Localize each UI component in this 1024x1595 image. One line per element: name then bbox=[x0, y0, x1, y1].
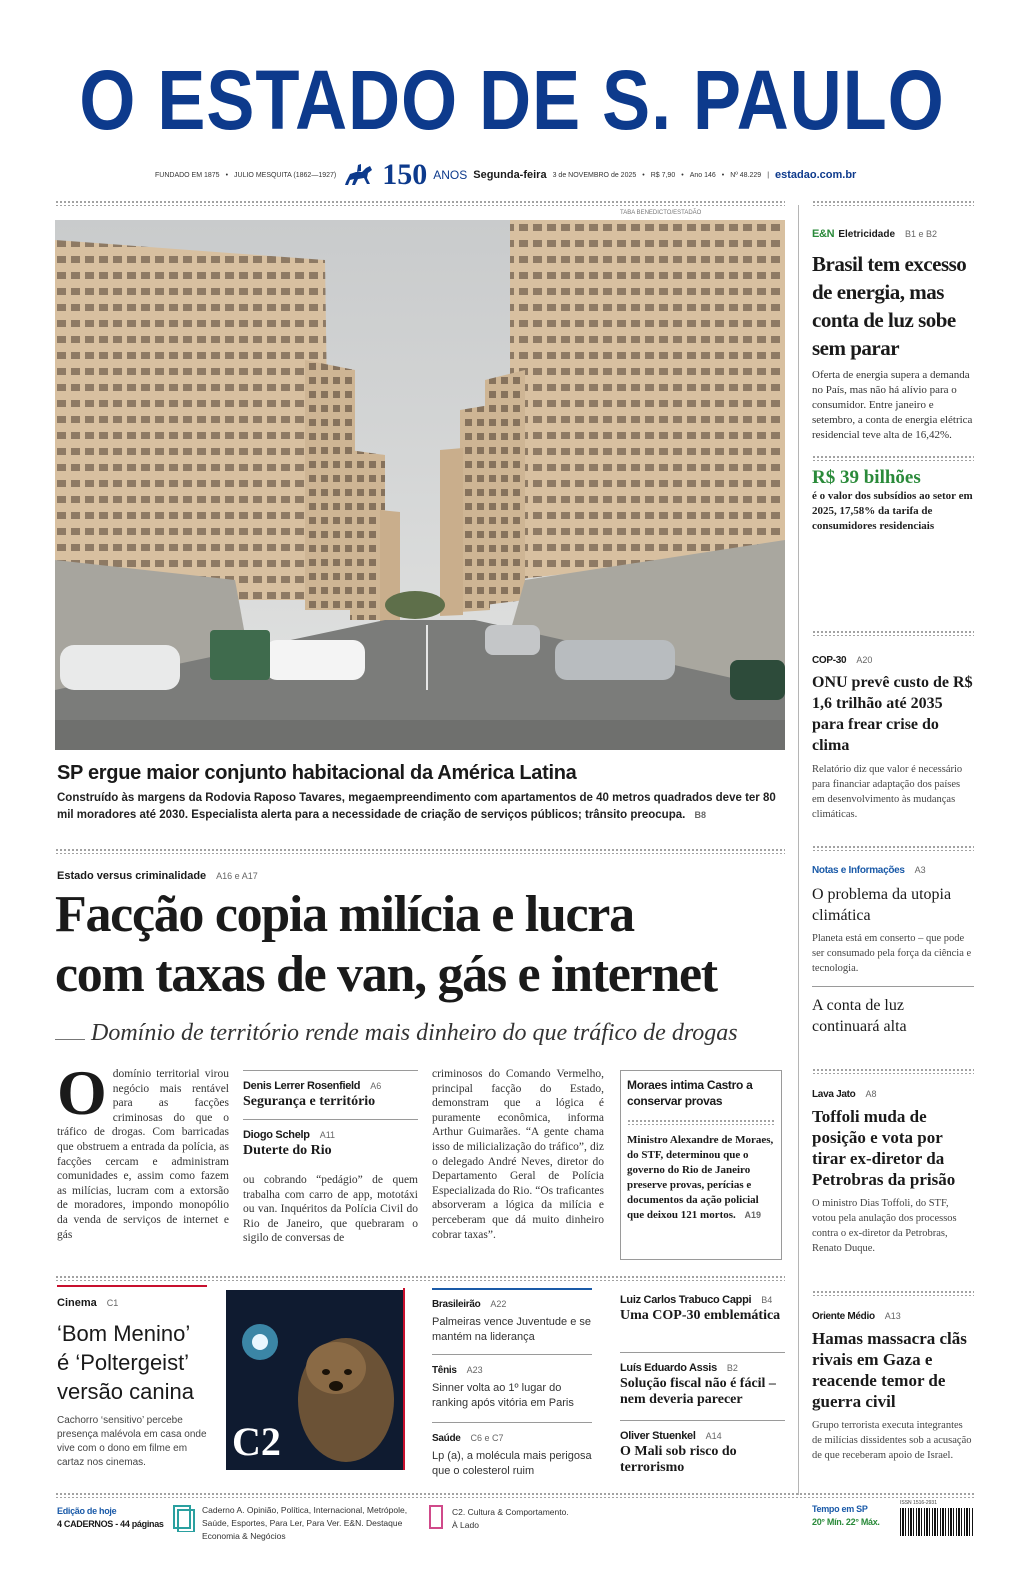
column-rule bbox=[798, 205, 799, 1495]
horse-rider-logo-icon bbox=[342, 162, 376, 188]
columnist-ref: A14 bbox=[705, 1431, 722, 1441]
middleeast-text: Grupo terrorista executa integrantes de milícias dissidentes sob a acusação de que receberam apoio de Israel. bbox=[812, 1420, 972, 1461]
divider bbox=[812, 200, 974, 206]
cop-ref: A20 bbox=[856, 655, 873, 665]
columnist-title: Solução fiscal não é fácil – nem deveria parecer bbox=[620, 1376, 776, 1407]
sidebar-lavajato[interactable] bbox=[812, 1084, 974, 1256]
barcode-bars bbox=[900, 1508, 974, 1536]
energy-text: Oferta de energia supera a demanda no País, mas não há alívio para o consumidor. Entre janeiro e setembro, a conta de energia elétrica residencial teve alta de 16,42%. bbox=[812, 369, 973, 441]
columnist-title: Segurança e território bbox=[243, 1094, 376, 1109]
moraes-headline: Moraes intima Castro a conservar provas bbox=[627, 1078, 753, 1108]
lead-deck bbox=[57, 790, 782, 824]
main-col-1 bbox=[57, 1067, 229, 1262]
brief-ref: C6 e C7 bbox=[470, 1433, 504, 1443]
price: R$ 7,90 bbox=[650, 171, 676, 179]
columnist-name: Diogo Schelp bbox=[243, 1129, 310, 1141]
brief-kicker: Brasileirão bbox=[432, 1299, 481, 1310]
date: 3 de NOVEMBRO de 2025 bbox=[552, 171, 637, 179]
weather-info bbox=[812, 1504, 892, 1527]
section-a-icon bbox=[172, 1504, 196, 1532]
divider bbox=[55, 200, 785, 206]
anniversary-number: 150 bbox=[382, 158, 428, 191]
energy-figure: R$ 39 bilhões bbox=[812, 467, 921, 488]
lead-headline[interactable]: SP ergue maior conjunto habitacional da América Latina bbox=[57, 762, 577, 784]
cinema-photo bbox=[226, 1290, 403, 1470]
issn-text: ISSN 1516-2931 bbox=[900, 1500, 937, 1506]
edition-info bbox=[57, 1506, 167, 1529]
founder-text: JULIO MESQUITA (1862—1927) bbox=[234, 171, 337, 179]
brief-kicker: Saúde bbox=[432, 1433, 461, 1444]
main-headline-line1: Facção copia milícia e lucra bbox=[55, 886, 634, 943]
cop-headline: ONU prevê custo de R$ 1,6 trilhão até 2035 para frear crise do clima bbox=[812, 674, 973, 754]
main-headline[interactable] bbox=[55, 885, 790, 1005]
notes-text-1: Planeta está em conserto – que pode ser consumado pela força da ciência e tecnologia. bbox=[812, 933, 972, 974]
main-deck-text: Domínio de território rende mais dinheiro do que tráfico de drogas bbox=[91, 1020, 738, 1046]
section-c2-icon bbox=[428, 1504, 446, 1532]
site-url[interactable]: estadao.com.br bbox=[775, 169, 857, 181]
columnist-item[interactable] bbox=[243, 1076, 418, 1110]
main-kicker: Estado versus criminalidade bbox=[57, 870, 207, 882]
cop-kicker: COP-30 bbox=[812, 655, 847, 666]
columnist-ref: B2 bbox=[726, 1363, 738, 1373]
photo-credit: TABA BENEDICTO/ESTADÃO bbox=[620, 210, 702, 216]
lead-ref: B8 bbox=[694, 810, 707, 820]
columnist-ref: B4 bbox=[761, 1295, 773, 1305]
brief-text: Palmeiras vence Juventude e se mantém na liderança bbox=[432, 1316, 591, 1343]
cinema-kicker: Cinema bbox=[57, 1297, 97, 1309]
main-ref: A16 e A17 bbox=[216, 871, 258, 881]
divider bbox=[812, 630, 974, 636]
sidebar-cop[interactable] bbox=[812, 650, 974, 822]
brief-ref: A23 bbox=[466, 1365, 483, 1375]
columnist-name: Denis Lerrer Rosenfield bbox=[243, 1080, 361, 1092]
notes-headline-2: A conta de luz continuará alta bbox=[812, 997, 907, 1035]
columnist-item[interactable] bbox=[243, 1125, 418, 1159]
divider bbox=[55, 848, 785, 854]
housing-complex-photo bbox=[55, 220, 785, 750]
en-brand: E&N bbox=[812, 228, 835, 240]
notes-headline-1: O problema da utopia climática bbox=[812, 886, 952, 924]
moraes-text: Ministro Alexandre de Moraes, do STF, determinou que o governo do Rio de Janeiro preserve provas, perícias e documentos da ação policial que deixou 121 mortos. bbox=[627, 1134, 774, 1221]
main-col-3: criminosos do Comando Vermelho, principal facção do Estado, demonstram que a lógica é puramente econômica, informa Arthur Guimarães. “A gente chama isso de milicialização do tráfico”, diz o delegado André Neves, diretor do Departamento Geral de Polícia Especializada do Rio. “Os traficantes absorveram a lógica da milícia e perceberam que dá muito dinheiro cobrar taxas”. bbox=[432, 1068, 604, 1241]
energy-ref: B1 e B2 bbox=[905, 229, 938, 239]
edition-count: 4 CADERNOS - 44 páginas bbox=[57, 1519, 164, 1529]
main-headline-line2: com taxas de van, gás e internet bbox=[55, 946, 717, 1003]
cinema-item[interactable] bbox=[57, 1293, 207, 1470]
lead-deck-text: Construído às margens da Rodovia Raposo Tavares, megaempreendimento com apartamentos de 40 metros quadrados deve ter 80 mil moradores até 2030. Especialista alerta para a necessidade de criação de serviços públicos; trânsito preocupa. bbox=[57, 792, 776, 821]
columnist-ref: A11 bbox=[319, 1130, 336, 1140]
sections-a-text: Caderno A. Opinião, Política, Internacional, Metrópole, Saúde, Esportes, Para Ler, Para Ver. E&N. Destaque Economia & Negócios bbox=[202, 1505, 408, 1541]
energy-headline: Brasil tem excesso de energia, mas conta de luz sobe sem parar bbox=[812, 252, 967, 360]
columnists-bottom bbox=[620, 1290, 785, 1476]
brief-item[interactable] bbox=[432, 1294, 592, 1354]
brief-ref: A22 bbox=[490, 1299, 507, 1309]
columnist-item[interactable] bbox=[620, 1426, 785, 1476]
middleeast-kicker: Oriente Médio bbox=[812, 1311, 875, 1322]
cop-text: Relatório diz que valor é necessário para financiar adaptação dos países em desenvolvimento às mudanças climáticas. bbox=[812, 764, 963, 820]
main-kicker-row bbox=[57, 866, 258, 884]
sidebar-notes[interactable] bbox=[812, 860, 974, 1037]
energy-figure-text: é o valor dos subsídios ao setor em 2025, 17,58% da tarifa de consumidores residenciais bbox=[812, 490, 973, 532]
brief-text: Sinner volta ao 1º lugar do ranking após vitória em Paris bbox=[432, 1382, 574, 1409]
columnist-name: Oliver Stuenkel bbox=[620, 1430, 696, 1442]
cinema-headline: ‘Bom Menino’ é ‘Poltergeist’ versão canina bbox=[57, 1321, 194, 1404]
moraes-ref: A19 bbox=[744, 1210, 762, 1220]
columnist-name: Luís Eduardo Assis bbox=[620, 1362, 717, 1374]
moraes-text-block bbox=[627, 1133, 775, 1223]
notes-ref: A3 bbox=[914, 865, 926, 875]
columnist-item[interactable] bbox=[620, 1290, 785, 1352]
weather-value: 20° Mín. 22° Máx. bbox=[812, 1517, 880, 1527]
divider bbox=[812, 1068, 974, 1074]
lavajato-headline: Toffoli muda de posição e vota por tirar ex-diretor da Petrobras da prisão bbox=[812, 1107, 956, 1189]
edition-label: Edição de hoje bbox=[57, 1506, 117, 1516]
anniversary-label: ANOS bbox=[433, 168, 468, 182]
sidebar-middleeast[interactable] bbox=[812, 1306, 974, 1463]
columnist-title: Uma COP-30 emblemática bbox=[620, 1308, 781, 1323]
cinema-text: Cachorro ‘sensitivo’ percebe presença malévola em casa onde vive com o dono em filme em cartaz nos cinemas. bbox=[57, 1415, 207, 1468]
weekday: Segunda-feira bbox=[473, 169, 547, 181]
columnist-ref: A6 bbox=[370, 1081, 382, 1091]
sections-c-text: C2. Cultura & Comportamento. À Lado bbox=[452, 1507, 569, 1530]
main-col-2 bbox=[243, 1070, 418, 1249]
drop-cap: O bbox=[57, 1067, 107, 1128]
dateline: FUNDADO EM 1875 • JULIO MESQUITA (1862—1927) 150 ANOS Segunda-feira 3 de NOVEMBRO de 2025 • R$ 7,90 • Ano 146 • Nº 48.229 | estadao.com.br bbox=[155, 158, 857, 191]
c2-badge: C2 bbox=[232, 1419, 281, 1464]
notes-kicker: Notas e Informações bbox=[812, 865, 905, 876]
energy-kicker: Eletricidade bbox=[838, 229, 896, 240]
columnist-name: Luiz Carlos Trabuco Cappi bbox=[620, 1294, 752, 1306]
weather-label: Tempo em SP bbox=[812, 1504, 868, 1514]
lavajato-kicker: Lava Jato bbox=[812, 1089, 856, 1100]
columnist-item[interactable] bbox=[620, 1358, 785, 1420]
brief-kicker: Tênis bbox=[432, 1365, 457, 1376]
middleeast-ref: A13 bbox=[884, 1311, 901, 1321]
columnist-title: Duterte do Rio bbox=[243, 1143, 332, 1158]
lavajato-ref: A8 bbox=[865, 1089, 877, 1099]
year: Ano 146 bbox=[689, 171, 716, 179]
middleeast-headline: Hamas massacra clãs rivais em Gaza e reacende temor de guerra civil bbox=[812, 1329, 967, 1411]
barcode bbox=[900, 1500, 974, 1540]
brief-text: Lp (a), a molécula mais perigosa que o colesterol ruim bbox=[432, 1450, 592, 1477]
main-col-1-text: domínio territorial virou negócio mais rentável para as facções criminosas do que o tráfico de drogas. Com barricadas que obstruem a entrada da polícia, as facções cercam e administram comunidades e, assim como fazem as milícias, lucram com a extorsão de moradores, impondo monopólio da venda de serviços de internet e gás bbox=[57, 1068, 229, 1241]
divider bbox=[812, 845, 974, 851]
main-deck bbox=[55, 1020, 790, 1047]
founded-text: FUNDADO EM 1875 bbox=[155, 171, 220, 179]
divider bbox=[55, 1492, 975, 1498]
issue-number: Nº 48.229 bbox=[730, 171, 762, 179]
brief-item[interactable] bbox=[432, 1360, 592, 1422]
buildings-illustration bbox=[55, 220, 785, 750]
briefs-column bbox=[432, 1288, 592, 1479]
cinema-ref: C1 bbox=[106, 1298, 119, 1308]
brief-item[interactable] bbox=[432, 1428, 592, 1479]
masthead-title: O ESTADO DE S. PAULO bbox=[79, 53, 945, 147]
divider bbox=[55, 1275, 785, 1281]
divider bbox=[812, 1290, 974, 1296]
main-col-2-text: ou cobrando “pedágio” de quem trabalha com carro de app, mototáxi ou van. Inquéritos da Polícia Civil do Rio de Janeiro, que quebraram o sigilo de conversas de bbox=[243, 1174, 418, 1245]
moraes-box[interactable] bbox=[620, 1070, 782, 1260]
sidebar-energy[interactable] bbox=[812, 224, 974, 534]
columnist-title: O Mali sob risco do terrorismo bbox=[620, 1444, 737, 1475]
lavajato-text: O ministro Dias Toffoli, do STF, votou pela anulação dos processos contra o ex-diretor da Petrobras, Renato Duque. bbox=[812, 1198, 957, 1254]
divider bbox=[403, 1288, 405, 1470]
